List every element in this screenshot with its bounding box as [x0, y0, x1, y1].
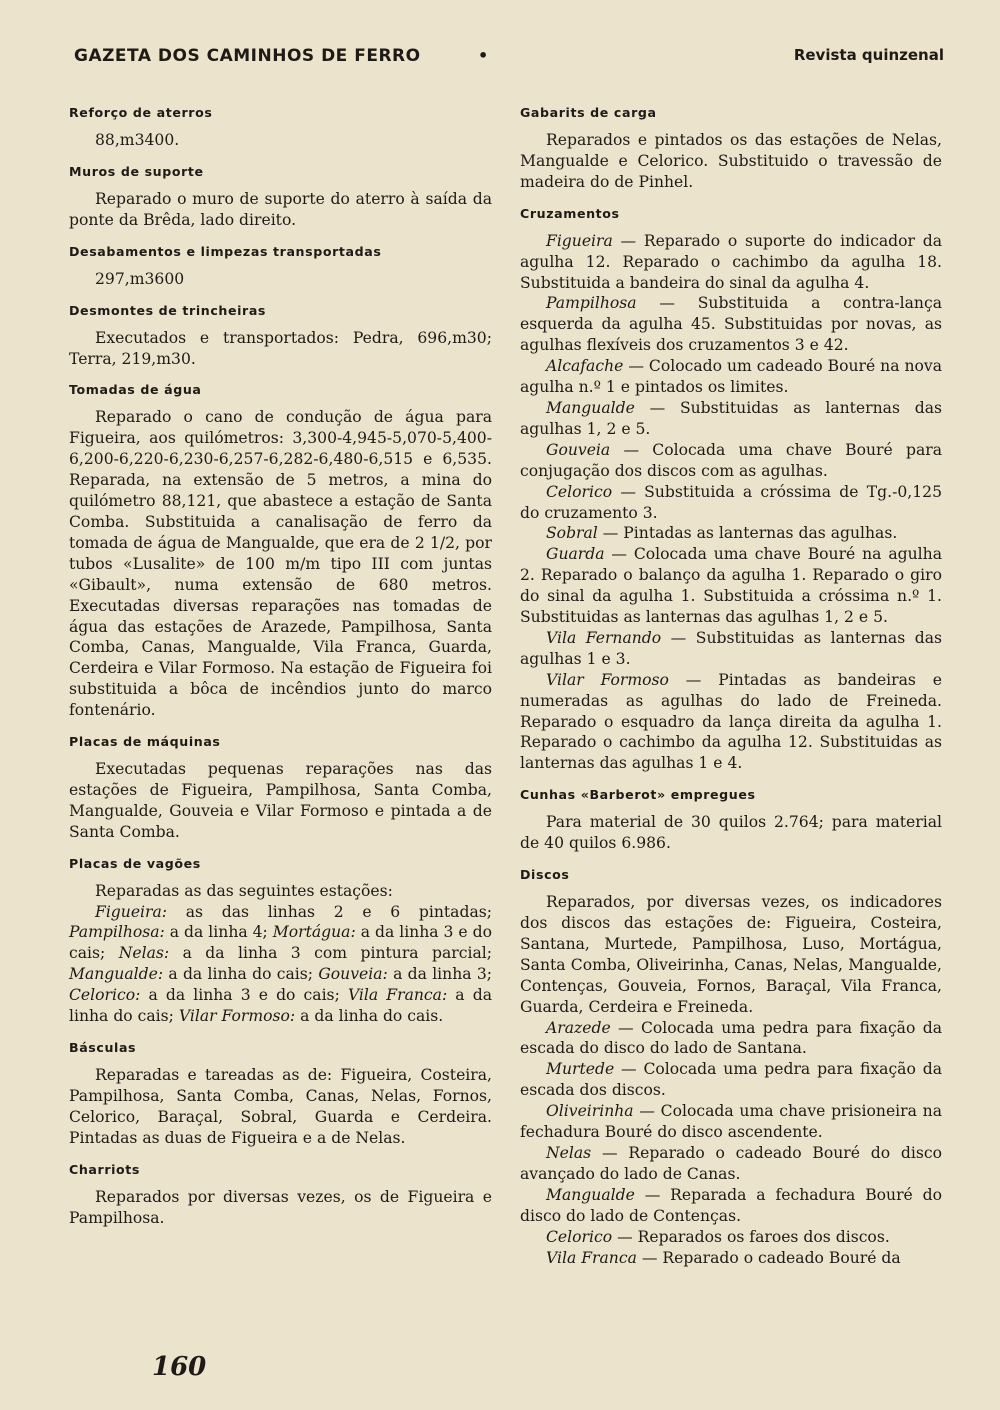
section-reforco-aterros: [69, 104, 492, 151]
station-list: [69, 902, 492, 1027]
entry-text: — Reparada a fechadura Bouré do disco do lado de Contenças.: [520, 1185, 942, 1225]
station-text: as das linhas 2 e 6 pintadas;: [167, 902, 492, 921]
section-placas-vagoes: [69, 855, 492, 1027]
section-text: Reparados por diversas vezes, os de Figueira e Pampilhosa.: [69, 1187, 492, 1227]
entry: [520, 1059, 942, 1101]
station-name: Nelas: [546, 1143, 592, 1162]
station-text: a da linha 3 e do cais;: [140, 986, 348, 1005]
entry-text: — Pintadas as lanternas das agulhas.: [597, 524, 898, 543]
section-heading: Cunhas «Barberot» empregues: [520, 787, 756, 803]
station-text: a da linha 3 com pintura parcial;: [169, 944, 493, 963]
entry: [520, 1227, 942, 1248]
station-name: Celorico: [546, 482, 613, 501]
section-heading: Placas de vagões: [69, 855, 201, 871]
section-heading: Tomadas de água: [69, 382, 202, 398]
section-desmontes: [69, 302, 492, 370]
entry-text: — Colocada uma pedra para fixação da escada dos discos.: [520, 1060, 942, 1100]
station-name: Figueira: [546, 231, 613, 250]
station-name: Celorico:: [69, 986, 141, 1005]
entry-text: — Reparado o suporte do indicador da agulha 12. Reparado o cachimbo da agulha 18. Substituida a bandeira do sinal da agulha 4.: [520, 231, 942, 292]
running-header: [74, 46, 944, 72]
header-separator: •: [478, 46, 489, 65]
station-name: Mangualde:: [69, 965, 164, 984]
entry: [520, 293, 942, 356]
entry: [520, 1185, 942, 1227]
station-text: a da linha 4;: [164, 923, 273, 942]
station-name: Vila Franca:: [347, 986, 448, 1005]
station-name: Mortágua:: [272, 923, 356, 942]
entry: [520, 1018, 942, 1060]
section-gabarits: [520, 104, 942, 193]
station-name: Pampilhosa: [546, 294, 637, 313]
right-column: [520, 104, 942, 1268]
entry-text: — Reparado o cadeado Bouré do disco avançado do lado de Canas.: [520, 1143, 942, 1183]
section-heading: Muros de suporte: [69, 163, 204, 179]
section-heading: Cruzamentos: [520, 205, 620, 221]
station-name: Nelas:: [118, 944, 170, 963]
station-name: Vilar Formoso:: [178, 1007, 296, 1026]
section-cruzamentos: [520, 205, 942, 775]
entry: [520, 523, 942, 544]
station-name: Arazede: [546, 1018, 611, 1037]
section-heading: Charriots: [69, 1161, 141, 1177]
station-name: Gouveia: [546, 440, 611, 459]
journal-subtitle: Revista quinzenal: [793, 46, 944, 64]
section-text: Executadas pequenas reparações nas das estações de Figueira, Pampilhosa, Santa Comba, Mangualde, Gouveia e Vilar Formoso e pintada a de Santa Comba.: [69, 760, 492, 841]
station-name: Sobral: [546, 524, 598, 543]
station-name: Oliveirinha: [546, 1102, 634, 1121]
entry: [520, 356, 942, 398]
station-text: a da linha do cais.: [295, 1007, 444, 1026]
entry-text: — Substituida a contra-lança esquerda da agulha 45. Substituidas por novas, as agulhas flexíveis dos cruzamentos 3 e 42.: [520, 294, 942, 355]
entry: [520, 482, 942, 524]
entry-text: — Colocada uma chave Bouré para conjugação dos discos com as agulhas.: [520, 440, 942, 480]
entry-text: — Reparado o cadeado Bouré da: [636, 1248, 901, 1267]
section-desabamentos: [69, 243, 492, 290]
entry-text: — Substituidas as lanternas das agulhas 1, 2 e 5.: [520, 398, 942, 438]
left-column: [69, 104, 492, 1228]
section-intro: Reparadas as das seguintes estações:: [95, 881, 393, 900]
station-name: Guarda: [546, 545, 605, 564]
entry: [520, 1143, 942, 1185]
section-heading: Discos: [520, 867, 570, 883]
journal-title: GAZETA DOS CAMINHOS DE FERRO: [74, 46, 421, 66]
section-text: 297,m3600: [95, 269, 185, 288]
station-name: Pampilhosa:: [69, 923, 165, 942]
entry: [520, 1248, 942, 1269]
section-heading: Placas de máquinas: [69, 734, 221, 750]
entry-text: — Colocada uma pedra para fixação da escada do disco do lado de Santana.: [520, 1018, 942, 1058]
station-name: Figueira:: [95, 902, 168, 921]
section-text: 88,m3400.: [95, 131, 180, 149]
entry: [520, 544, 942, 628]
section-text: Reparados e pintados os das estações de Nelas, Mangualde e Celorico. Substituido o travessão de madeira do de Pinhel.: [520, 131, 942, 191]
section-heading: Reforço de aterros: [69, 105, 213, 120]
section-text: Reparadas e tareadas as de: Figueira, Costeira, Pampilhosa, Santa Comba, Canas, Nelas, Fornos, Celorico, Baraçal, Sobral, Guarda e Cerdeira. Pintadas as duas de Figueira e a de Nelas.: [69, 1066, 492, 1147]
section-muros-suporte: [69, 163, 492, 231]
section-charriots: [69, 1161, 492, 1229]
section-heading: Desabamentos e limpezas transportadas: [69, 243, 382, 259]
section-basculas: [69, 1039, 492, 1149]
station-text: a da linha do cais;: [163, 965, 319, 984]
station-name: Gouveia:: [318, 965, 388, 984]
station-name: Mangualde: [546, 1185, 635, 1204]
section-heading: Gabarits de carga: [520, 105, 657, 120]
entry: [520, 231, 942, 294]
section-text: Para material de 30 quilos 2.764; para material de 40 quilos 6.986.: [520, 813, 942, 853]
entry-text: — Substituidas as lanternas das agulhas 1 e 3.: [520, 628, 942, 668]
section-intro: Reparados, por diversas vezes, os indicadores dos discos das estações de: Figueira, Costeira, Santana, Murtede, Pampilhosa, Luso, Mortágua, Santa Comba, Oliveirinha, Canas, Nelas, Mangualde, Contenças, Gouveia, Fornos, Baraçal, Vila Franca, Guarda, Cerdeira e Freineda.: [520, 893, 942, 1016]
entry-text: — Colocada uma chave Bouré na agulha 2. Reparado o balanço da agulha 1. Reparado o giro do sinal da agulha 1. Substituida a cróssima n.º 1. Substituidas as lanternas das agulhas 1, 2 e 5.: [520, 545, 942, 627]
entry-text: — Colocada uma chave prisioneira na fechadura Bouré do disco ascendente.: [520, 1102, 942, 1142]
entry: [520, 1101, 942, 1143]
section-discos: [520, 866, 942, 1268]
station-name: Mangualde: [546, 398, 635, 417]
entry: [520, 440, 942, 482]
station-name: Vila Franca: [546, 1248, 637, 1267]
station-name: Vila Fernando: [546, 628, 662, 647]
station-text: a da linha do cais;: [69, 986, 492, 1026]
station-text: a da linha 3;: [387, 965, 493, 984]
station-name: Alcafache: [546, 357, 624, 376]
station-name: Celorico: [546, 1227, 613, 1246]
station-text: a da linha 3 e do cais;: [69, 923, 492, 963]
entry-text: — Substituida a cróssima de Tg.-0,125 do cruzamento 3.: [520, 482, 942, 522]
page-number: 160: [152, 1352, 207, 1382]
section-placas-maquinas: [69, 733, 492, 843]
section-heading: Desmontes de trincheiras: [69, 302, 267, 318]
section-text: Reparado o muro de suporte do aterro à saída da ponte da Brêda, lado direito.: [69, 189, 492, 229]
station-name: Murtede: [546, 1060, 615, 1079]
section-text: Executados e transportados: Pedra, 696,m30; Terra, 219,m30.: [69, 328, 492, 368]
section-heading: Básculas: [69, 1040, 137, 1055]
entry: [520, 398, 942, 440]
section-tomadas-agua: [69, 381, 492, 721]
entry: [520, 628, 942, 670]
section-text: Reparado o cano de condução de água para Figueira, aos quilómetros: 3,300-4,945-5,070-5,400-6,200-6,220-6,230-6,257-6,282-6,480-6,515 e 6,535. Reparada, na extensão de 5 metros, a mina do quilómetro 88,121, que abastece a estação de Santa Comba. Substituida a canalisação de ferro da tomada de água de Mangualde, que era de 2 1/2, por tubos «Lusalite» de 100 m/m tipo III com juntas «Gibault», numa extensão de 680 metros. Executadas diversas reparações nas tomadas de água das estações de Arazede, Pampilhosa, Santa Comba, Canas, Mangualde, Vila Franca, Guarda, Cerdeira e Vilar Formoso. Na estação de Figueira foi substituida a bôca de incêndios junto do marco fontenário.: [69, 408, 492, 720]
entry: [520, 670, 942, 775]
section-cunhas-barberot: [520, 786, 942, 854]
entry-text: — Colocado um cadeado Bouré na nova agulha n.º 1 e pintados os limites.: [520, 357, 942, 397]
entry-text: — Reparados os faroes dos discos.: [612, 1227, 890, 1246]
entry-text: — Pintadas as bandeiras e numeradas as agulhas do lado de Freineda. Reparado o esquadro da lança direita da agulha 1. Reparado o cachimbo da agulha 12. Substituidas as lanternas das agulhas 1 e 4.: [520, 670, 943, 773]
station-name: Vilar Formoso: [546, 670, 669, 689]
